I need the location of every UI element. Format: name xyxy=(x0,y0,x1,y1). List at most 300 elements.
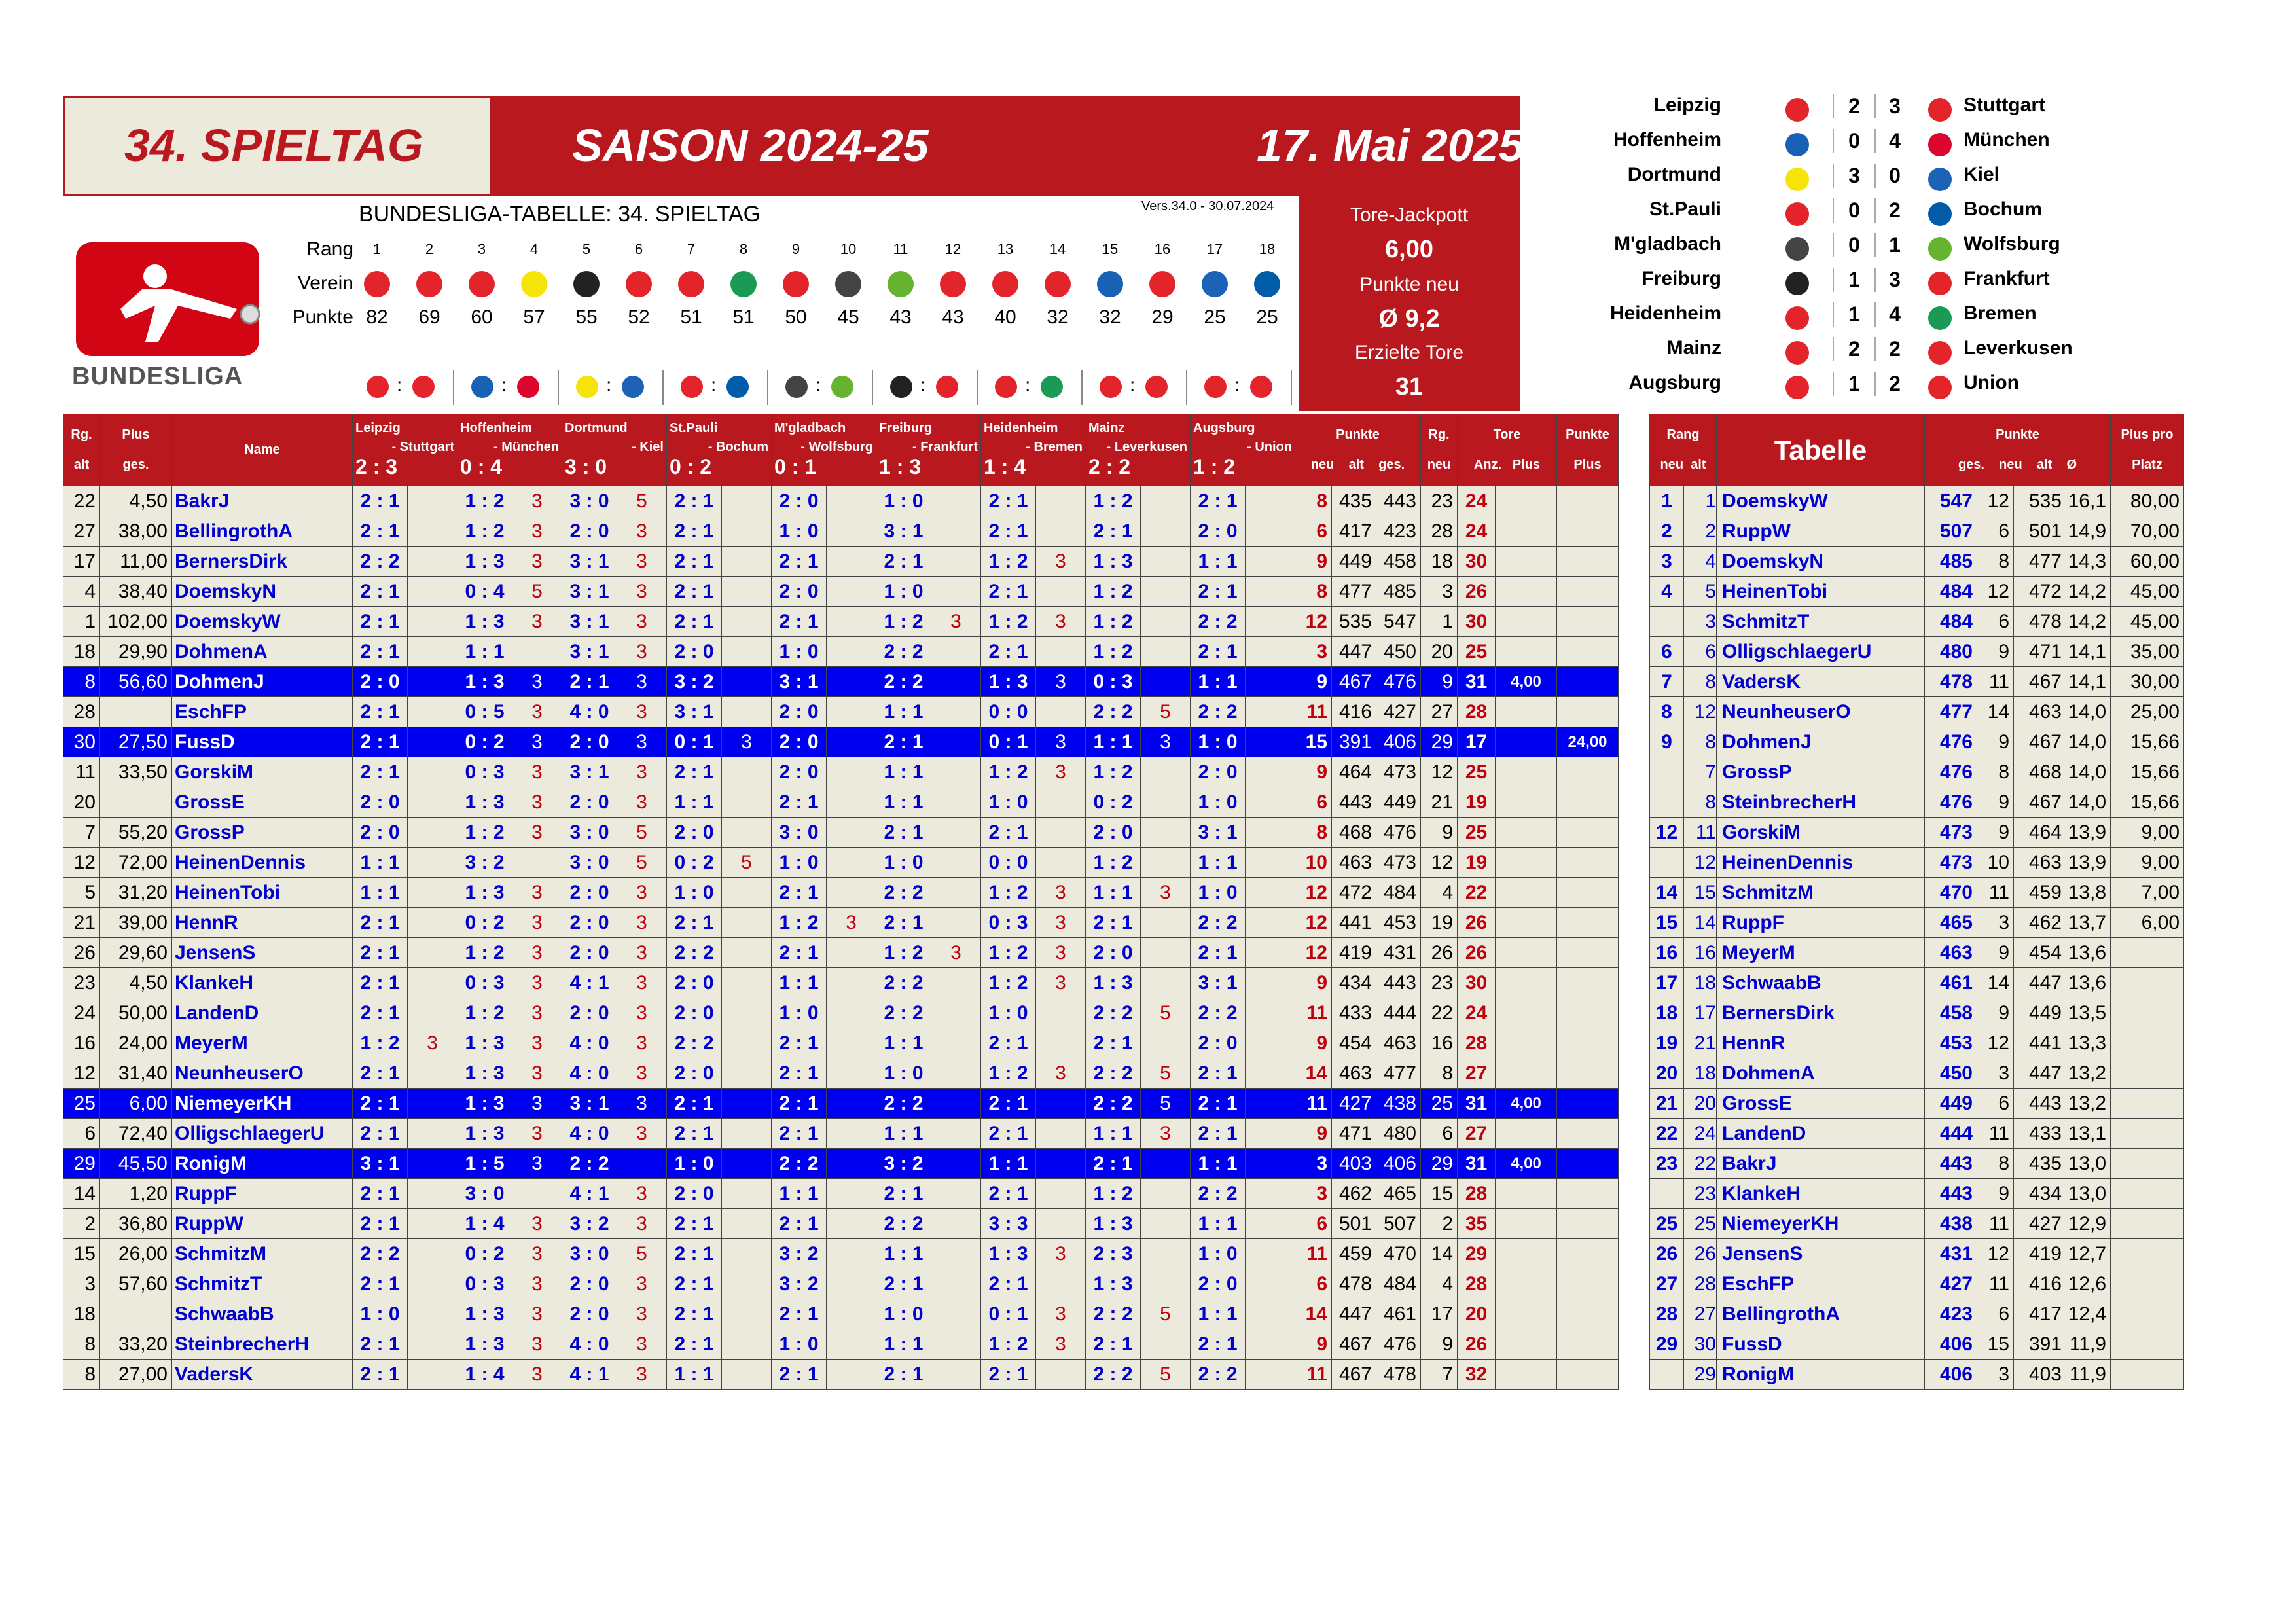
tip-points xyxy=(722,607,772,637)
club-points: 32 xyxy=(1047,306,1069,328)
tip-points xyxy=(1246,1329,1295,1360)
tip-points: 3 xyxy=(1036,547,1086,577)
player-name: RuppW xyxy=(1717,516,1925,547)
player-name: SteinbrecherH xyxy=(1717,787,1925,818)
tip-points xyxy=(1246,968,1295,998)
tip-cell: 2 : 2 xyxy=(1086,998,1141,1028)
points-plus: 24,00 xyxy=(1557,727,1619,757)
tip-points xyxy=(1141,547,1191,577)
away-team: Wolfsburg xyxy=(1964,233,2060,255)
tip-cell: 2 : 1 xyxy=(1191,486,1246,516)
tip-cell: 0 : 2 xyxy=(457,1239,512,1269)
tip-points xyxy=(931,787,981,818)
tip-cell: 2 : 1 xyxy=(876,547,931,577)
points-total: 507 xyxy=(1925,516,1977,547)
tip-points xyxy=(722,1239,772,1269)
tip-cell: 1 : 1 xyxy=(981,1149,1036,1179)
tip-cell: 0 : 2 xyxy=(1086,787,1141,818)
away-crest-icon xyxy=(517,376,539,398)
home-goals: 1 xyxy=(1833,268,1876,292)
tip-points xyxy=(1246,516,1295,547)
tip-cell: 2 : 1 xyxy=(876,1269,931,1299)
tip-points xyxy=(1246,1209,1295,1239)
tip-cell: 0 : 0 xyxy=(981,848,1036,878)
tip-points xyxy=(931,516,981,547)
rank-alt: 1 xyxy=(63,607,100,637)
points-total: 480 xyxy=(1925,637,1977,667)
rank-alt: 25 xyxy=(63,1089,100,1119)
tip-points: 3 xyxy=(617,1058,667,1089)
points-new: 9 xyxy=(1977,727,2014,757)
player-name: HeinenDennis xyxy=(172,848,353,878)
rank-new: 29 xyxy=(1421,727,1458,757)
tip-cell: 1 : 2 xyxy=(1086,848,1141,878)
points-old: 478 xyxy=(2014,607,2066,637)
tip-cell: 1 : 1 xyxy=(1191,667,1246,697)
tip-points xyxy=(1246,577,1295,607)
tip-points: 3 xyxy=(512,727,562,757)
tip-cell: 1 : 0 xyxy=(1191,727,1246,757)
rank-new: 9 xyxy=(1421,818,1458,848)
tip-points: 3 xyxy=(617,1269,667,1299)
rank-number: 10 xyxy=(840,241,857,257)
plus-total xyxy=(100,787,172,818)
tip-cell: 2 : 1 xyxy=(353,637,408,667)
tip-points: 5 xyxy=(1141,1058,1191,1089)
tip-cell: 1 : 1 xyxy=(1191,1209,1246,1239)
points-new: 11 xyxy=(1977,1209,2014,1239)
away-crest-icon xyxy=(1928,202,1952,226)
tip-cell: 2 : 1 xyxy=(1086,1329,1141,1360)
tip-cell: 2 : 1 xyxy=(772,1360,827,1390)
goal-plus xyxy=(1496,1058,1557,1089)
tip-points xyxy=(827,1239,876,1269)
match-crests xyxy=(355,370,454,405)
ranking-row xyxy=(1650,968,2184,998)
match-result: 0 : 1 xyxy=(774,455,817,478)
tip-points: 3 xyxy=(512,1329,562,1360)
points-average: 12,7 xyxy=(2066,1239,2111,1269)
tip-cell: 0 : 5 xyxy=(457,697,512,727)
plus-per-place xyxy=(2111,1299,2184,1329)
rank-alt: 29 xyxy=(63,1149,100,1179)
match-home: Hoffenheim xyxy=(460,421,532,435)
tip-cell: 1 : 2 xyxy=(981,878,1036,908)
club-crest-icon xyxy=(364,271,390,297)
plus-per-place xyxy=(2111,998,2184,1028)
goal-plus xyxy=(1496,577,1557,607)
points-plus xyxy=(1557,998,1619,1028)
rank-number: 13 xyxy=(997,241,1014,257)
goal-count: 24 xyxy=(1458,516,1496,547)
points-new: 12 xyxy=(1295,908,1332,938)
home-crest-icon xyxy=(890,376,912,398)
player-name: BakrJ xyxy=(1717,1149,1925,1179)
tip-cell: 3 : 2 xyxy=(457,848,512,878)
points-average: 13,6 xyxy=(2066,938,2111,968)
points-old: 427 xyxy=(1332,1089,1376,1119)
points-new: 12 xyxy=(1295,938,1332,968)
away-team: Frankfurt xyxy=(1964,268,2050,289)
fixture-row xyxy=(1597,372,2134,406)
tip-cell: 1 : 3 xyxy=(457,607,512,637)
tip-cell: 2 : 0 xyxy=(667,637,722,667)
points-plus xyxy=(1557,637,1619,667)
tip-cell: 1 : 1 xyxy=(772,968,827,998)
points-total: 473 xyxy=(1376,848,1421,878)
points-new: 9 xyxy=(1977,998,2014,1028)
points-new: 12 xyxy=(1977,577,2014,607)
tip-cell: 1 : 3 xyxy=(457,1089,512,1119)
tip-points xyxy=(1141,848,1191,878)
points-old: 435 xyxy=(1332,486,1376,516)
tip-cell: 1 : 1 xyxy=(353,878,408,908)
points-new: 12 xyxy=(1977,486,2014,516)
rank-alt: 27 xyxy=(63,516,100,547)
tip-cell: 2 : 2 xyxy=(667,1028,722,1058)
points-new: 10 xyxy=(1295,848,1332,878)
points-total: 443 xyxy=(1376,486,1421,516)
saison-title: SAISON 2024-25 xyxy=(572,120,929,171)
points-new: 6 xyxy=(1295,1209,1332,1239)
tip-cell: 2 : 1 xyxy=(667,1299,722,1329)
tip-points xyxy=(1246,1119,1295,1149)
rank-new: 7 xyxy=(1650,667,1684,697)
points-total: 484 xyxy=(1376,1269,1421,1299)
player-row xyxy=(63,486,1619,516)
tip-points xyxy=(931,1329,981,1360)
rank-new xyxy=(1650,848,1684,878)
ranking-row xyxy=(1650,547,2184,577)
away-team: Union xyxy=(1964,372,2019,393)
tip-cell: 2 : 1 xyxy=(353,1329,408,1360)
tip-cell: 4 : 0 xyxy=(562,1119,617,1149)
tip-cell: 2 : 0 xyxy=(353,818,408,848)
tip-points: 3 xyxy=(617,667,667,697)
points-new: 14 xyxy=(1295,1058,1332,1089)
away-crest-icon xyxy=(1928,306,1952,330)
points-new: 14 xyxy=(1295,1299,1332,1329)
tip-cell: 2 : 1 xyxy=(353,1119,408,1149)
tip-cell: 2 : 1 xyxy=(353,697,408,727)
points-total: 463 xyxy=(1925,938,1977,968)
tip-cell: 1 : 2 xyxy=(1086,637,1141,667)
tip-cell: 2 : 1 xyxy=(353,908,408,938)
goal-plus xyxy=(1496,1209,1557,1239)
tip-cell: 2 : 1 xyxy=(353,1089,408,1119)
rank-new: 1 xyxy=(1650,486,1684,516)
points-new: 9 xyxy=(1977,938,2014,968)
tip-points: 5 xyxy=(1141,1299,1191,1329)
tip-points: 3 xyxy=(617,878,667,908)
tip-cell: 1 : 0 xyxy=(772,637,827,667)
plus-total: 33,20 xyxy=(100,1329,172,1360)
tip-points xyxy=(408,1149,457,1179)
version-label: Vers.34.0 - 30.07.2024 xyxy=(1141,199,1274,213)
player-name: NeunheuserO xyxy=(172,1058,353,1089)
club-points: 43 xyxy=(889,306,912,328)
ranking-row xyxy=(1650,667,2184,697)
points-total: 463 xyxy=(1376,1028,1421,1058)
rank-new: 20 xyxy=(1650,1058,1684,1089)
rank-old: 6 xyxy=(1684,637,1717,667)
ranking-row xyxy=(1650,1209,2184,1239)
tip-points: 3 xyxy=(512,1360,562,1390)
tip-cell: 2 : 2 xyxy=(772,1149,827,1179)
rank-new: 14 xyxy=(1421,1239,1458,1269)
match-header xyxy=(1191,414,1295,486)
match-header xyxy=(981,414,1086,486)
home-crest-icon xyxy=(785,376,808,398)
player-name: GrossE xyxy=(172,787,353,818)
tip-cell: 1 : 1 xyxy=(876,1028,931,1058)
tip-points xyxy=(827,878,876,908)
tip-points xyxy=(1246,607,1295,637)
rank-alt: 24 xyxy=(63,998,100,1028)
goal-count: 27 xyxy=(1458,1058,1496,1089)
match-away: - Union xyxy=(1247,440,1292,454)
points-new: 11 xyxy=(1295,1089,1332,1119)
tip-points: 3 xyxy=(1036,1239,1086,1269)
colon-separator: : xyxy=(606,374,612,396)
rank-alt: 17 xyxy=(63,547,100,577)
points-plus xyxy=(1557,1058,1619,1089)
tip-cell: 2 : 1 xyxy=(1191,938,1246,968)
match-away: - Stuttgart xyxy=(391,440,454,454)
club-crest-icon xyxy=(1097,271,1123,297)
player-row xyxy=(63,1119,1619,1149)
player-row xyxy=(63,1179,1619,1209)
tip-cell: 2 : 1 xyxy=(667,1329,722,1360)
player-name: SchmitzT xyxy=(172,1269,353,1299)
tip-cell: 3 : 1 xyxy=(562,577,617,607)
tip-points: 3 xyxy=(722,727,772,757)
match-crests xyxy=(1193,370,1292,405)
points-old: 433 xyxy=(2014,1119,2066,1149)
tip-points xyxy=(1141,577,1191,607)
goal-count: 25 xyxy=(1458,637,1496,667)
tip-points xyxy=(931,486,981,516)
goal-plus xyxy=(1496,1239,1557,1269)
rank-new: 3 xyxy=(1650,547,1684,577)
tip-points xyxy=(1036,1149,1086,1179)
points-plus xyxy=(1557,1239,1619,1269)
tip-cell: 2 : 1 xyxy=(353,1179,408,1209)
tip-points: 5 xyxy=(617,486,667,516)
points-total: 484 xyxy=(1925,607,1977,637)
player-name: SteinbrecherH xyxy=(172,1329,353,1360)
tip-cell: 3 : 0 xyxy=(457,1179,512,1209)
tip-points xyxy=(1141,787,1191,818)
goal-plus: 4,00 xyxy=(1496,667,1557,697)
tip-cell: 1 : 0 xyxy=(981,998,1036,1028)
goal-plus xyxy=(1496,486,1557,516)
player-name: HeinenTobi xyxy=(1717,577,1925,607)
tip-cell: 1 : 0 xyxy=(981,787,1036,818)
rank-new: 14 xyxy=(1650,878,1684,908)
ranking-row xyxy=(1650,577,2184,607)
points-old: 467 xyxy=(2014,667,2066,697)
player-name: GrossP xyxy=(1717,757,1925,787)
plus-per-place: 45,00 xyxy=(2111,607,2184,637)
rank-old: 16 xyxy=(1684,938,1717,968)
rank-old: 7 xyxy=(1684,757,1717,787)
tip-points xyxy=(408,577,457,607)
tip-cell: 1 : 0 xyxy=(353,1299,408,1329)
points-total: 444 xyxy=(1925,1119,1977,1149)
tip-points xyxy=(408,848,457,878)
match-header xyxy=(772,414,876,486)
ranking-row xyxy=(1650,908,2184,938)
tip-cell: 2 : 1 xyxy=(353,1360,408,1390)
club-points: 25 xyxy=(1256,306,1278,328)
points-total: 473 xyxy=(1925,848,1977,878)
points-average: 13,9 xyxy=(2066,848,2111,878)
ranking-row xyxy=(1650,1360,2184,1390)
player-name: SchmitzM xyxy=(172,1239,353,1269)
rank-alt: 8 xyxy=(63,1360,100,1390)
goal-count: 31 xyxy=(1458,1149,1496,1179)
tip-points: 3 xyxy=(1036,968,1086,998)
tip-cell: 2 : 1 xyxy=(772,1028,827,1058)
tip-points: 3 xyxy=(512,607,562,637)
tip-cell: 2 : 1 xyxy=(353,1209,408,1239)
points-old: 454 xyxy=(1332,1028,1376,1058)
away-team: München xyxy=(1964,129,2050,151)
colon-separator: : xyxy=(501,374,507,396)
tip-points xyxy=(1246,1299,1295,1329)
rank-number: 11 xyxy=(893,241,908,257)
points-old: 468 xyxy=(1332,818,1376,848)
points-old: 441 xyxy=(2014,1028,2066,1058)
tip-cell: 1 : 3 xyxy=(457,1058,512,1089)
rank-alt: 22 xyxy=(63,486,100,516)
points-new: 8 xyxy=(1295,486,1332,516)
points-new: 12 xyxy=(1295,878,1332,908)
rank-new: 12 xyxy=(1421,757,1458,787)
tip-cell: 3 : 2 xyxy=(772,1269,827,1299)
ranking-row xyxy=(1650,1149,2184,1179)
tip-points xyxy=(827,998,876,1028)
tip-points xyxy=(1141,1209,1191,1239)
tip-cell: 0 : 1 xyxy=(981,1299,1036,1329)
tip-cell: 2 : 1 xyxy=(772,1209,827,1239)
tip-points: 3 xyxy=(617,1089,667,1119)
points-new: 6 xyxy=(1977,607,2014,637)
tip-points xyxy=(827,1329,876,1360)
ranking-row xyxy=(1650,818,2184,848)
points-new: 6 xyxy=(1295,516,1332,547)
points-average: 14,3 xyxy=(2066,547,2111,577)
liga-table-title: BUNDESLIGA-TABELLE: 34. SPIELTAG xyxy=(359,202,761,226)
player-name: KlankeH xyxy=(1717,1179,1925,1209)
points-old: 464 xyxy=(1332,757,1376,787)
tip-cell: 2 : 1 xyxy=(667,1269,722,1299)
tip-cell: 1 : 0 xyxy=(1191,787,1246,818)
tip-points xyxy=(931,1058,981,1089)
home-goals: 0 xyxy=(1833,129,1876,153)
tip-points xyxy=(1246,998,1295,1028)
player-name: MeyerM xyxy=(172,1028,353,1058)
tip-cell: 1 : 0 xyxy=(772,998,827,1028)
tip-points: 3 xyxy=(617,547,667,577)
points-plus xyxy=(1557,878,1619,908)
home-team: Leipzig xyxy=(1653,94,1721,116)
tip-points: 3 xyxy=(1036,757,1086,787)
tip-points xyxy=(722,1360,772,1390)
rank-new xyxy=(1650,607,1684,637)
rank-new: 29 xyxy=(1650,1329,1684,1360)
tip-points xyxy=(1246,938,1295,968)
points-total: 477 xyxy=(1376,1058,1421,1089)
points-new: 3 xyxy=(1295,1149,1332,1179)
club-crest-icon xyxy=(940,271,966,297)
plus-total: 1,20 xyxy=(100,1179,172,1209)
away-crest-icon xyxy=(1928,98,1952,122)
tab-col-plus: Plus pro Platz xyxy=(2111,414,2184,486)
player-name: DoemskyN xyxy=(172,577,353,607)
plus-per-place: 60,00 xyxy=(2111,547,2184,577)
tip-cell: 1 : 2 xyxy=(457,998,512,1028)
rank-alt: 21 xyxy=(63,908,100,938)
tip-points: 3 xyxy=(512,968,562,998)
home-team: Dortmund xyxy=(1627,164,1721,185)
rank-number: 15 xyxy=(1102,241,1119,257)
points-old: 472 xyxy=(2014,577,2066,607)
home-team: Heidenheim xyxy=(1609,302,1721,324)
goal-count: 27 xyxy=(1458,1119,1496,1149)
points-new: 11 xyxy=(1977,1119,2014,1149)
home-team: Hoffenheim xyxy=(1613,129,1721,151)
points-old: 447 xyxy=(2014,968,2066,998)
points-average: 14,2 xyxy=(2066,607,2111,637)
tip-points xyxy=(1036,1119,1086,1149)
club-crest-icon xyxy=(730,271,757,297)
match-home: Heidenheim xyxy=(984,421,1058,435)
tip-cell: 2 : 1 xyxy=(772,1299,827,1329)
tip-points xyxy=(827,697,876,727)
tip-points: 3 xyxy=(617,908,667,938)
tip-points: 5 xyxy=(617,848,667,878)
points-total: 465 xyxy=(1376,1179,1421,1209)
points-plus xyxy=(1557,938,1619,968)
tip-cell: 2 : 1 xyxy=(667,486,722,516)
points-new: 9 xyxy=(1977,787,2014,818)
points-plus xyxy=(1557,1149,1619,1179)
plus-total: 38,40 xyxy=(100,577,172,607)
tip-points: 3 xyxy=(617,998,667,1028)
tip-cell: 2 : 0 xyxy=(562,1299,617,1329)
tip-cell: 3 : 1 xyxy=(667,697,722,727)
club-crest-icon xyxy=(1149,271,1175,297)
home-team: St.Pauli xyxy=(1649,198,1721,220)
match-crests xyxy=(878,370,978,405)
rank-alt: 12 xyxy=(63,1058,100,1089)
player-name: NiemeyerKH xyxy=(172,1089,353,1119)
rank-old: 8 xyxy=(1684,727,1717,757)
goal-plus xyxy=(1496,637,1557,667)
tip-points xyxy=(408,757,457,787)
player-name: GrossE xyxy=(1717,1089,1925,1119)
tip-points xyxy=(408,1299,457,1329)
match-result: 1 : 4 xyxy=(984,455,1026,478)
points-new: 8 xyxy=(1977,547,2014,577)
club-crest-icon xyxy=(888,271,914,297)
tab-title: Tabelle xyxy=(1717,414,1925,486)
tip-points xyxy=(1141,1329,1191,1360)
points-old: 435 xyxy=(2014,1149,2066,1179)
points-new: 15 xyxy=(1295,727,1332,757)
